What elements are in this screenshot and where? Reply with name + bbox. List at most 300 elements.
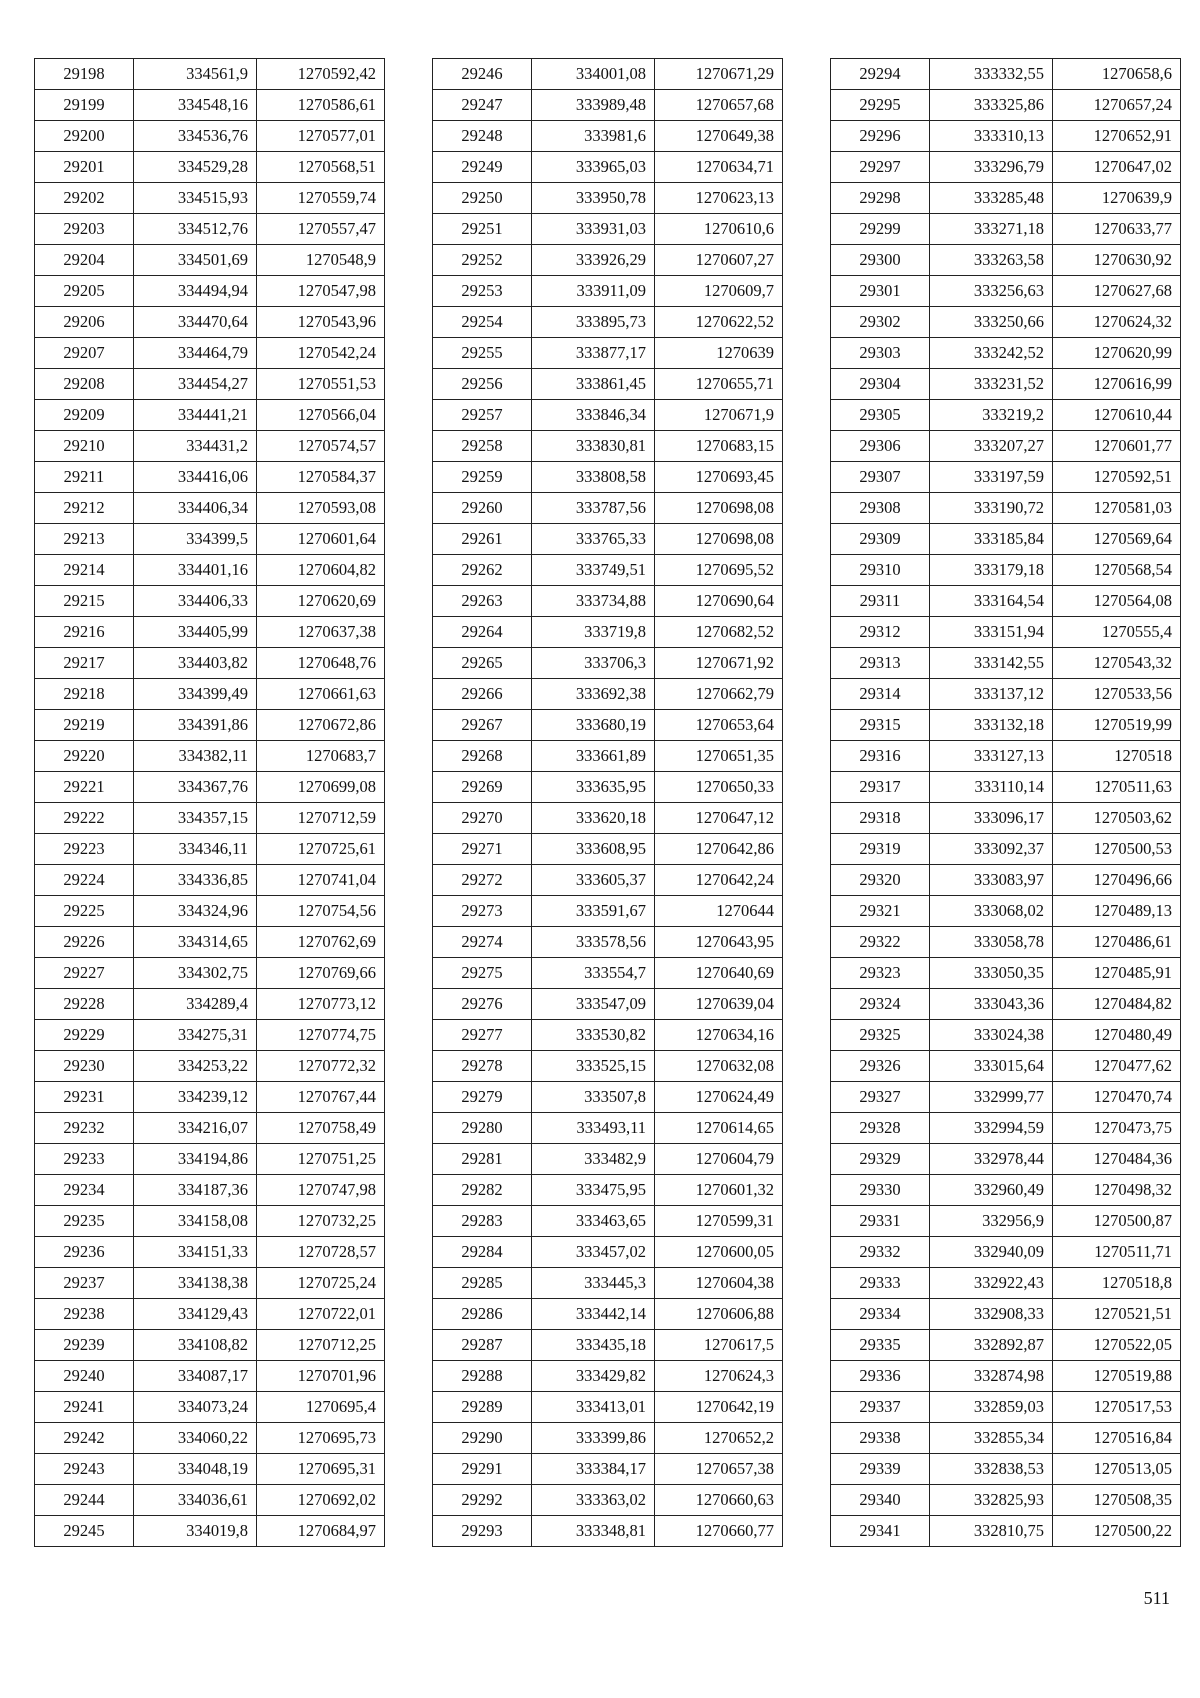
point-id-cell: 29300 [831,245,930,276]
point-id-cell: 29232 [35,1113,134,1144]
point-id-cell: 29213 [35,524,134,555]
x-coordinate-cell: 333965,03 [532,152,655,183]
y-coordinate-cell: 1270772,32 [257,1051,385,1082]
y-coordinate-cell: 1270683,7 [257,741,385,772]
point-id-cell: 29299 [831,214,930,245]
y-coordinate-cell: 1270513,05 [1053,1454,1181,1485]
table-row [433,586,783,617]
table-row [831,1020,1181,1051]
table-row [35,1237,385,1268]
x-coordinate-cell: 334454,27 [134,369,257,400]
y-coordinate-cell: 1270728,57 [257,1237,385,1268]
table-row [433,245,783,276]
y-coordinate-cell: 1270601,77 [1053,431,1181,462]
point-id-cell: 29253 [433,276,532,307]
x-coordinate-cell: 334036,61 [134,1485,257,1516]
point-id-cell: 29327 [831,1082,930,1113]
y-coordinate-cell: 1270658,6 [1053,59,1181,90]
x-coordinate-cell: 334275,31 [134,1020,257,1051]
point-id-cell: 29279 [433,1082,532,1113]
table-row [35,1268,385,1299]
table-row [433,152,783,183]
y-coordinate-cell: 1270652,2 [655,1423,783,1454]
x-coordinate-cell: 334187,36 [134,1175,257,1206]
table-row [831,369,1181,400]
table-row [831,1423,1181,1454]
x-coordinate-cell: 333250,66 [930,307,1053,338]
point-id-cell: 29214 [35,555,134,586]
y-coordinate-cell: 1270722,01 [257,1299,385,1330]
x-coordinate-cell: 333950,78 [532,183,655,214]
x-coordinate-cell: 333547,09 [532,989,655,1020]
x-coordinate-cell: 334108,82 [134,1330,257,1361]
point-id-cell: 29244 [35,1485,134,1516]
table-row [433,772,783,803]
y-coordinate-cell: 1270601,64 [257,524,385,555]
x-coordinate-cell: 333242,52 [930,338,1053,369]
x-coordinate-cell: 333734,88 [532,586,655,617]
point-id-cell: 29257 [433,400,532,431]
y-coordinate-cell: 1270651,35 [655,741,783,772]
x-coordinate-cell: 333507,8 [532,1082,655,1113]
y-coordinate-cell: 1270692,02 [257,1485,385,1516]
table-row [433,1361,783,1392]
x-coordinate-cell: 333989,48 [532,90,655,121]
x-coordinate-cell: 333285,48 [930,183,1053,214]
x-coordinate-cell: 333765,33 [532,524,655,555]
x-coordinate-cell: 333554,7 [532,958,655,989]
y-coordinate-cell: 1270695,73 [257,1423,385,1454]
x-coordinate-cell: 332940,09 [930,1237,1053,1268]
table-row [433,338,783,369]
point-id-cell: 29198 [35,59,134,90]
point-id-cell: 29295 [831,90,930,121]
y-coordinate-cell: 1270741,04 [257,865,385,896]
y-coordinate-cell: 1270647,12 [655,803,783,834]
y-coordinate-cell: 1270624,32 [1053,307,1181,338]
point-id-cell: 29236 [35,1237,134,1268]
table-row [831,648,1181,679]
x-coordinate-cell: 333605,37 [532,865,655,896]
x-coordinate-cell: 333680,19 [532,710,655,741]
table-row [35,865,385,896]
x-coordinate-cell: 333024,38 [930,1020,1053,1051]
table-row [433,958,783,989]
point-id-cell: 29219 [35,710,134,741]
point-id-cell: 29290 [433,1423,532,1454]
table-row [35,121,385,152]
x-coordinate-cell: 333530,82 [532,1020,655,1051]
coordinate-table-1 [34,58,385,1547]
table-row [35,59,385,90]
x-coordinate-cell: 334494,94 [134,276,257,307]
y-coordinate-cell: 1270623,13 [655,183,783,214]
table-row [831,927,1181,958]
point-id-cell: 29280 [433,1113,532,1144]
x-coordinate-cell: 332874,98 [930,1361,1053,1392]
x-coordinate-cell: 334138,38 [134,1268,257,1299]
table-row [35,1082,385,1113]
x-coordinate-cell: 334357,15 [134,803,257,834]
table-row [35,245,385,276]
table-row [35,958,385,989]
y-coordinate-cell: 1270511,63 [1053,772,1181,803]
x-coordinate-cell: 332994,59 [930,1113,1053,1144]
x-coordinate-cell: 333525,15 [532,1051,655,1082]
y-coordinate-cell: 1270508,35 [1053,1485,1181,1516]
y-coordinate-cell: 1270547,98 [257,276,385,307]
x-coordinate-cell: 333463,65 [532,1206,655,1237]
y-coordinate-cell: 1270604,82 [257,555,385,586]
table-row [831,1268,1181,1299]
table-row [35,1051,385,1082]
y-coordinate-cell: 1270519,88 [1053,1361,1181,1392]
y-coordinate-cell: 1270485,91 [1053,958,1181,989]
x-coordinate-cell: 334470,64 [134,307,257,338]
table-row [433,617,783,648]
table-row [35,896,385,927]
point-id-cell: 29288 [433,1361,532,1392]
x-coordinate-cell: 332825,93 [930,1485,1053,1516]
table-row [35,927,385,958]
y-coordinate-cell: 1270751,25 [257,1144,385,1175]
table-row [35,431,385,462]
x-coordinate-cell: 333445,3 [532,1268,655,1299]
table-row [831,431,1181,462]
point-id-cell: 29306 [831,431,930,462]
x-coordinate-cell: 334406,33 [134,586,257,617]
table-row [35,1516,385,1547]
y-coordinate-cell: 1270671,92 [655,648,783,679]
table-row [433,648,783,679]
y-coordinate-cell: 1270762,69 [257,927,385,958]
x-coordinate-cell: 332956,9 [930,1206,1053,1237]
y-coordinate-cell: 1270725,24 [257,1268,385,1299]
y-coordinate-cell: 1270774,75 [257,1020,385,1051]
y-coordinate-cell: 1270622,52 [655,307,783,338]
table-row [35,1423,385,1454]
coordinate-table-2 [432,58,783,1547]
y-coordinate-cell: 1270642,24 [655,865,783,896]
y-coordinate-cell: 1270632,08 [655,1051,783,1082]
point-id-cell: 29310 [831,555,930,586]
point-id-cell: 29265 [433,648,532,679]
table-row [831,462,1181,493]
point-id-cell: 29309 [831,524,930,555]
point-id-cell: 29225 [35,896,134,927]
y-coordinate-cell: 1270633,77 [1053,214,1181,245]
point-id-cell: 29284 [433,1237,532,1268]
table-row [831,710,1181,741]
table-row [35,772,385,803]
x-coordinate-cell: 332855,34 [930,1423,1053,1454]
x-coordinate-cell: 334302,75 [134,958,257,989]
table-row [433,803,783,834]
point-id-cell: 29239 [35,1330,134,1361]
table-row [831,1299,1181,1330]
x-coordinate-cell: 333043,36 [930,989,1053,1020]
table-row [433,555,783,586]
x-coordinate-cell: 334548,16 [134,90,257,121]
table-row [433,834,783,865]
table-row [433,1454,783,1485]
point-id-cell: 29270 [433,803,532,834]
x-coordinate-cell: 333151,94 [930,617,1053,648]
x-coordinate-cell: 333127,13 [930,741,1053,772]
point-id-cell: 29304 [831,369,930,400]
point-id-cell: 29262 [433,555,532,586]
table-row [433,1485,783,1516]
point-id-cell: 29324 [831,989,930,1020]
x-coordinate-cell: 334253,22 [134,1051,257,1082]
y-coordinate-cell: 1270609,7 [655,276,783,307]
x-coordinate-cell: 334441,21 [134,400,257,431]
y-coordinate-cell: 1270647,02 [1053,152,1181,183]
x-coordinate-cell: 333706,3 [532,648,655,679]
y-coordinate-cell: 1270516,84 [1053,1423,1181,1454]
x-coordinate-cell: 332810,75 [930,1516,1053,1547]
x-coordinate-cell: 334515,93 [134,183,257,214]
y-coordinate-cell: 1270683,15 [655,431,783,462]
x-coordinate-cell: 333015,64 [930,1051,1053,1082]
point-id-cell: 29292 [433,1485,532,1516]
table-row [433,121,783,152]
x-coordinate-cell: 334399,49 [134,679,257,710]
y-coordinate-cell: 1270634,16 [655,1020,783,1051]
point-id-cell: 29340 [831,1485,930,1516]
point-id-cell: 29330 [831,1175,930,1206]
point-id-cell: 29317 [831,772,930,803]
x-coordinate-cell: 334289,4 [134,989,257,1020]
y-coordinate-cell: 1270498,32 [1053,1175,1181,1206]
y-coordinate-cell: 1270630,92 [1053,245,1181,276]
table-row [433,1020,783,1051]
point-id-cell: 29245 [35,1516,134,1547]
point-id-cell: 29333 [831,1268,930,1299]
x-coordinate-cell: 333861,45 [532,369,655,400]
point-id-cell: 29269 [433,772,532,803]
x-coordinate-cell: 334403,82 [134,648,257,679]
x-coordinate-cell: 332859,03 [930,1392,1053,1423]
point-id-cell: 29220 [35,741,134,772]
table-row [831,90,1181,121]
y-coordinate-cell: 1270542,24 [257,338,385,369]
point-id-cell: 29291 [433,1454,532,1485]
point-id-cell: 29230 [35,1051,134,1082]
table-row [35,1330,385,1361]
x-coordinate-cell: 333092,37 [930,834,1053,865]
y-coordinate-cell: 1270690,64 [655,586,783,617]
table-row [433,400,783,431]
table-row [35,648,385,679]
x-coordinate-cell: 334346,11 [134,834,257,865]
y-coordinate-cell: 1270712,59 [257,803,385,834]
table-row [35,1144,385,1175]
y-coordinate-cell: 1270599,31 [655,1206,783,1237]
x-coordinate-cell: 333219,2 [930,400,1053,431]
y-coordinate-cell: 1270569,64 [1053,524,1181,555]
y-coordinate-cell: 1270642,19 [655,1392,783,1423]
x-coordinate-cell: 333591,67 [532,896,655,927]
x-coordinate-cell: 334151,33 [134,1237,257,1268]
x-coordinate-cell: 332838,53 [930,1454,1053,1485]
y-coordinate-cell: 1270548,9 [257,245,385,276]
table-row [831,1206,1181,1237]
y-coordinate-cell: 1270693,45 [655,462,783,493]
point-id-cell: 29206 [35,307,134,338]
point-id-cell: 29336 [831,1361,930,1392]
point-id-cell: 29281 [433,1144,532,1175]
y-coordinate-cell: 1270698,08 [655,493,783,524]
point-id-cell: 29271 [433,834,532,865]
table-row [433,369,783,400]
y-coordinate-cell: 1270624,49 [655,1082,783,1113]
y-coordinate-cell: 1270769,66 [257,958,385,989]
point-id-cell: 29303 [831,338,930,369]
table-row [433,1237,783,1268]
point-id-cell: 29211 [35,462,134,493]
x-coordinate-cell: 334501,69 [134,245,257,276]
y-coordinate-cell: 1270519,99 [1053,710,1181,741]
table-row [35,989,385,1020]
y-coordinate-cell: 1270695,31 [257,1454,385,1485]
table-row [433,59,783,90]
table-row [831,679,1181,710]
point-id-cell: 29217 [35,648,134,679]
y-coordinate-cell: 1270773,12 [257,989,385,1020]
point-id-cell: 29323 [831,958,930,989]
point-id-cell: 29326 [831,1051,930,1082]
table-row [831,1454,1181,1485]
table-row [831,1051,1181,1082]
y-coordinate-cell: 1270634,71 [655,152,783,183]
point-id-cell: 29238 [35,1299,134,1330]
y-coordinate-cell: 1270511,71 [1053,1237,1181,1268]
x-coordinate-cell: 333578,56 [532,927,655,958]
x-coordinate-cell: 332892,87 [930,1330,1053,1361]
x-coordinate-cell: 334416,06 [134,462,257,493]
point-id-cell: 29277 [433,1020,532,1051]
y-coordinate-cell: 1270559,74 [257,183,385,214]
y-coordinate-cell: 1270610,44 [1053,400,1181,431]
point-id-cell: 29319 [831,834,930,865]
y-coordinate-cell: 1270671,9 [655,400,783,431]
y-coordinate-cell: 1270584,37 [257,462,385,493]
point-id-cell: 29311 [831,586,930,617]
x-coordinate-cell: 334129,43 [134,1299,257,1330]
point-id-cell: 29332 [831,1237,930,1268]
x-coordinate-cell: 333256,63 [930,276,1053,307]
x-coordinate-cell: 333137,12 [930,679,1053,710]
table-row [35,307,385,338]
point-id-cell: 29199 [35,90,134,121]
point-id-cell: 29200 [35,121,134,152]
table-row [35,493,385,524]
y-coordinate-cell: 1270568,54 [1053,555,1181,586]
x-coordinate-cell: 333132,18 [930,710,1053,741]
point-id-cell: 29274 [433,927,532,958]
point-id-cell: 29255 [433,338,532,369]
y-coordinate-cell: 1270606,88 [655,1299,783,1330]
y-coordinate-cell: 1270758,49 [257,1113,385,1144]
y-coordinate-cell: 1270533,56 [1053,679,1181,710]
table-row [831,152,1181,183]
y-coordinate-cell: 1270522,05 [1053,1330,1181,1361]
table-row [433,710,783,741]
x-coordinate-cell: 333068,02 [930,896,1053,927]
point-id-cell: 29203 [35,214,134,245]
x-coordinate-cell: 334367,76 [134,772,257,803]
x-coordinate-cell: 333911,09 [532,276,655,307]
table-row [433,524,783,555]
point-id-cell: 29298 [831,183,930,214]
x-coordinate-cell: 333399,86 [532,1423,655,1454]
point-id-cell: 29249 [433,152,532,183]
y-coordinate-cell: 1270620,69 [257,586,385,617]
x-coordinate-cell: 333296,79 [930,152,1053,183]
table-row [433,741,783,772]
y-coordinate-cell: 1270747,98 [257,1175,385,1206]
table-row [35,679,385,710]
y-coordinate-cell: 1270489,13 [1053,896,1181,927]
table-row [433,276,783,307]
x-coordinate-cell: 332999,77 [930,1082,1053,1113]
point-id-cell: 29275 [433,958,532,989]
x-coordinate-cell: 334431,2 [134,431,257,462]
x-coordinate-cell: 333620,18 [532,803,655,834]
x-coordinate-cell: 333475,95 [532,1175,655,1206]
table-row [35,741,385,772]
point-id-cell: 29302 [831,307,930,338]
y-coordinate-cell: 1270639,9 [1053,183,1181,214]
y-coordinate-cell: 1270637,38 [257,617,385,648]
x-coordinate-cell: 333179,18 [930,555,1053,586]
y-coordinate-cell: 1270701,96 [257,1361,385,1392]
y-coordinate-cell: 1270564,08 [1053,586,1181,617]
y-coordinate-cell: 1270484,82 [1053,989,1181,1020]
y-coordinate-cell: 1270477,62 [1053,1051,1181,1082]
x-coordinate-cell: 334073,24 [134,1392,257,1423]
x-coordinate-cell: 333808,58 [532,462,655,493]
table-row [831,1237,1181,1268]
point-id-cell: 29201 [35,152,134,183]
point-id-cell: 29248 [433,121,532,152]
y-coordinate-cell: 1270660,77 [655,1516,783,1547]
x-coordinate-cell: 333231,52 [930,369,1053,400]
table-row [433,896,783,927]
point-id-cell: 29256 [433,369,532,400]
x-coordinate-cell: 333719,8 [532,617,655,648]
x-coordinate-cell: 333931,03 [532,214,655,245]
point-id-cell: 29307 [831,462,930,493]
point-id-cell: 29259 [433,462,532,493]
y-coordinate-cell: 1270672,86 [257,710,385,741]
point-id-cell: 29250 [433,183,532,214]
y-coordinate-cell: 1270614,65 [655,1113,783,1144]
point-id-cell: 29294 [831,59,930,90]
y-coordinate-cell: 1270604,38 [655,1268,783,1299]
point-id-cell: 29226 [35,927,134,958]
y-coordinate-cell: 1270557,47 [257,214,385,245]
y-coordinate-cell: 1270610,6 [655,214,783,245]
x-coordinate-cell: 333185,84 [930,524,1053,555]
x-coordinate-cell: 334536,76 [134,121,257,152]
point-id-cell: 29216 [35,617,134,648]
point-id-cell: 29335 [831,1330,930,1361]
table-row [433,493,783,524]
x-coordinate-cell: 333926,29 [532,245,655,276]
point-id-cell: 29283 [433,1206,532,1237]
